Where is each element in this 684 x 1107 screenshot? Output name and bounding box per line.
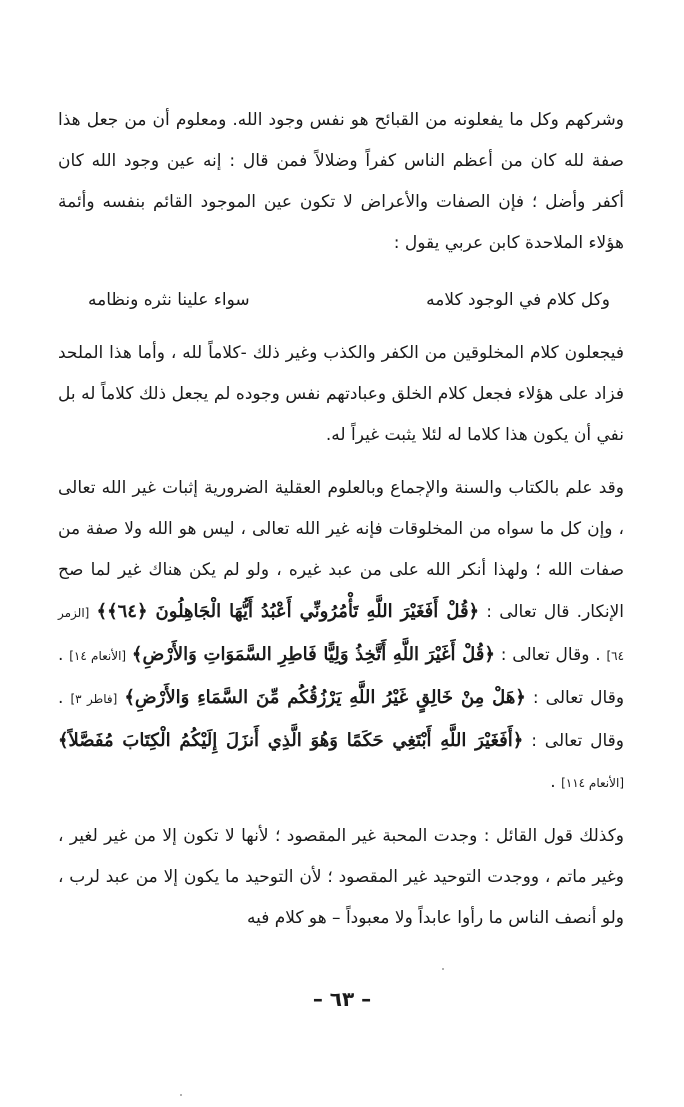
paragraph-2-text: فيجعلون كلام المخلوقين من الكفر والكذب وغير ذلك -كلاماً لله ، وأما هذا الملحد فزاد على هؤلاء فجعل كلام الخلق وعبادتهم نفس وجوده لم يجعل ذلك كلاماً له بل نفي أن يكون هذا كلاما له لئلا يثبت غيراً له. (58, 343, 624, 445)
poetry-verse (58, 280, 624, 321)
paragraph-1 (58, 100, 624, 264)
paragraph-3-end: . (550, 772, 556, 792)
quran-verse-4: ﴿أَفَغَيْرَ اللَّهِ أَبْتَغِي حَكَمًا وَهُوَ الَّذِي أَنزَلَ إِلَيْكُمُ الْكِتَابَ مُفَصَّلاً﴾ (58, 730, 524, 751)
paragraph-3 (58, 468, 624, 804)
paragraph-1-text: وشركهم وكل ما يفعلونه من القبائح هو نفس وجود الله. ومعلوم أن من جعل هذا صفة لله كان من أعظم الناس كفراً وضلالاً فمن قال : إنه عين وجود الله كان أكفر وأضل ؛ فإن الصفات والأعراض لا تكون عين الموجود القائم بنفسه وأئمة هؤلاء الملاحدة كابن عربي يقول : (58, 110, 624, 253)
quran-ref-3: [فاطر ٣] (70, 692, 118, 706)
main-text (58, 100, 624, 939)
quran-verse-3: ﴿هَلْ مِنْ خَالِقٍ غَيْرُ اللَّهِ يَرْزُقُكُم مِّنَ السَّمَاءِ وَالأَرْضِ﴾ (124, 687, 526, 708)
connector-3: . وقال تعالى : (58, 688, 624, 751)
quran-ref-2: [الأنعام ١٤] (69, 649, 127, 663)
verse-first-hemistich: وكل كلام في الوجود كلامه (426, 290, 610, 310)
connector-2: . وقال تعالى : (58, 645, 625, 708)
quran-verse-1: ﴿قُلْ أَفَغَيْرَ اللَّهِ تَأْمُرُونِّي أَعْبُدُ أَيُّهَا الْجَاهِلُونَ ﴿٦٤﴾﴾ (96, 601, 480, 622)
paragraph-3-intro: وقد علم بالكتاب والسنة والإجماع وبالعلوم العقلية الضرورية إثبات غير الله تعالى ، وإن كل ما سواه من المخلوقات فإنه غير الله تعالى ، ليس هو الله ولا صفة من صفات الله ؛ ولهذا أنكر الله على من عبد غيره ، ولو لم يكن هناك غير لما صح الإنكار. قال تعالى : (58, 478, 625, 622)
paragraph-2 (58, 333, 624, 456)
paragraph-4-text: وكذلك قول القائل : وجدت المحبة غير المقصود ؛ لأنها لا تكون إلا من غير لغير ، وغير ماتم ، ووجدت التوحيد غير المقصود ؛ لأن التوحيد ما يكون إلا من عبد لرب ، ولو أنصف الناس ما رأوا عابداً ولا معبوداً – هو كلام فيه (58, 826, 624, 928)
scan-speck (442, 968, 444, 970)
verse-second-hemistich: سواء علينا نثره ونظامه (88, 290, 250, 310)
quran-verse-2: ﴿قُلْ أَغَيْرَ اللَّهِ أَتَّخِذُ وَلِيًّا فَاطِرِ السَّمَوَاتِ وَالأَرْضِ﴾ (131, 644, 495, 665)
quran-ref-4: [الأنعام ١١٤] (561, 776, 624, 790)
scan-speck (180, 1094, 182, 1096)
paragraph-4 (58, 816, 624, 939)
quran-ref-1: [الزمر ٦٤] (58, 606, 625, 663)
page-number: – ٦٣ – (312, 987, 372, 1011)
connector-1: . وقال تعالى : (500, 645, 601, 665)
